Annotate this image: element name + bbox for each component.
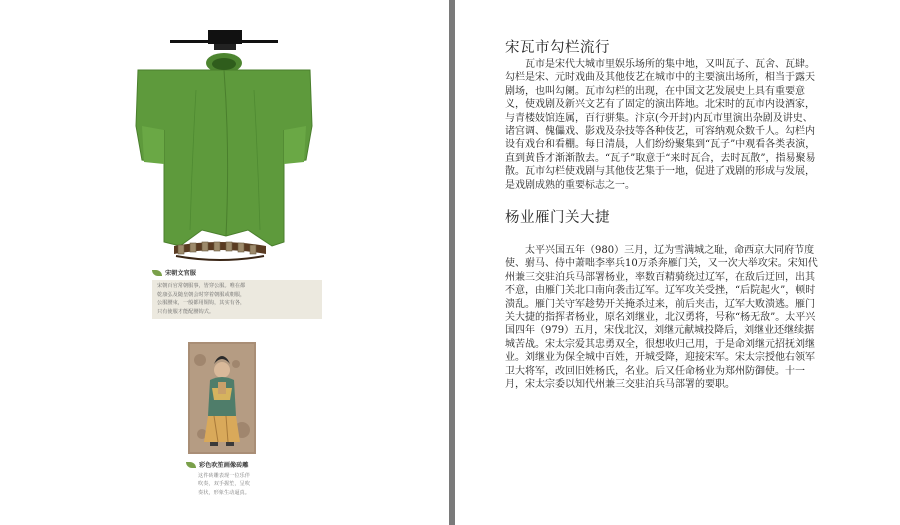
body-line: 卫大将军，改回旧姓杨氏，名业。后又任命杨业为郑州防御使。十一 [505, 365, 805, 377]
book-spine [449, 0, 455, 525]
caption-line: 这件砖雕表现一位乐伴 [198, 473, 250, 479]
caption-line: 宋朝百官常朝服事，皆穿公服。唯在都 [157, 283, 246, 289]
caption-line: 乾康弘及随皇朝会时穿着朝服或朝服， [157, 291, 246, 298]
section-body-yanmen-victory [505, 244, 843, 391]
jade-belt-illustration [170, 238, 270, 264]
caption-line: 吹奏，双手握笙，呈吹 [198, 481, 250, 488]
body-line: 诸宫调、傀儡戏、影戏及杂技等各种伎艺，可容纳观众数千人。勾栏内 [505, 126, 815, 138]
caption-line: 只有使服才能配腰钩式。 [157, 308, 215, 315]
caption-line: 公服腰束，一般都用铜钩，其实有各， [157, 300, 246, 307]
body-line: 瓦市是宋代大城市里娱乐场所的集中地，又叫瓦子、瓦舍、瓦肆。 [505, 59, 815, 70]
section-title-wash-market: 宋瓦市勾栏流行 [505, 40, 610, 56]
body-line: 与青楼妓馆连属，百行骈集。汴京(今开封)内瓦市里演出杂剧及讲史、 [505, 112, 813, 124]
caption-text [152, 280, 322, 319]
body-line: 关大捷的指挥者杨业，原名刘继业，北汉勇将，号称“杨无敌”。太平兴 [505, 312, 816, 324]
sheng-player-relief-brick-image [188, 342, 256, 454]
section-title-yanmen-victory: 杨业雁门关大捷 [505, 210, 610, 226]
body-line: 设有戏台和看棚。每日清晨，人们纷纷聚集到“瓦子”中观看各类表演， [505, 139, 816, 151]
body-line: 月，宋太宗委以知代州兼三交驻泊兵马部署的要职。 [505, 379, 735, 391]
body-line: 不意，由雁门关北口南向袭击辽军。辽军攻关受挫，“后院起火”，顿时 [505, 285, 816, 297]
body-line: 业。刘继业为保全城中百姓，开城受降，迎接宋军。宋太宗授他右领军 [505, 352, 815, 364]
caption-text [186, 472, 266, 497]
caption-line: 奏状，形象生动逼真。 [198, 489, 250, 496]
body-line: 散。瓦市勾栏使戏剧与其他伎艺集于一地，促进了戏剧的形成与发展， [505, 166, 815, 178]
section-body-wash-market [505, 58, 843, 192]
body-line: 太平兴国五年（980）三月，辽为雪满城之耻，命西京大同府节度 [505, 245, 815, 256]
body-line: 直到黄昏才渐渐散去。“瓦子”取意于“来时瓦合，去时瓦散”，指易聚易 [505, 152, 816, 164]
body-line: 使、驸马、侍中萧咄李率兵10万杀奔雁门关，又一次大举攻宋。宋知代 [505, 258, 818, 270]
leaf-bullet-icon [152, 270, 162, 276]
leaf-bullet-icon [186, 462, 196, 468]
body-line: 是戏剧成熟的重要标志之一。 [505, 179, 635, 191]
song-official-robe-illustration [130, 30, 316, 262]
caption-title: 彩色吹笙画像砖雕 [199, 462, 249, 469]
body-line: 城苦战。宋太宗爱其忠勇双全，很想收归己用，于是命刘继元招抚刘继 [505, 338, 815, 350]
caption-song-official-robe [152, 268, 330, 319]
caption-title: 宋朝文官服 [165, 270, 196, 277]
body-line: 州兼三交驻泊兵马部署杨业，率数百精骑绕过辽军，在敌后迂回，出其 [505, 271, 815, 283]
body-line: 勾栏是宋、元时戏曲及其他伎艺在城市中的主要演出场所，相当于露天 [505, 72, 815, 84]
body-line: 国四年（979）五月，宋伐北汉，刘继元献城投降后，刘继业还继续据 [505, 325, 815, 337]
body-line: 溃乱。雁门关守军趁势开关掩杀过来，前后夹击，辽军大败溃逃。雁门 [505, 298, 815, 310]
body-line: 义，使戏剧及新兴文艺有了固定的演出阵地。北宋时的瓦市内设酒家， [505, 99, 815, 111]
caption-sheng-player-relief [186, 460, 266, 497]
body-line: 剧场，也叫勾阑。瓦市勾栏的出现，在中国文艺发展史上具有重要意 [505, 85, 805, 97]
